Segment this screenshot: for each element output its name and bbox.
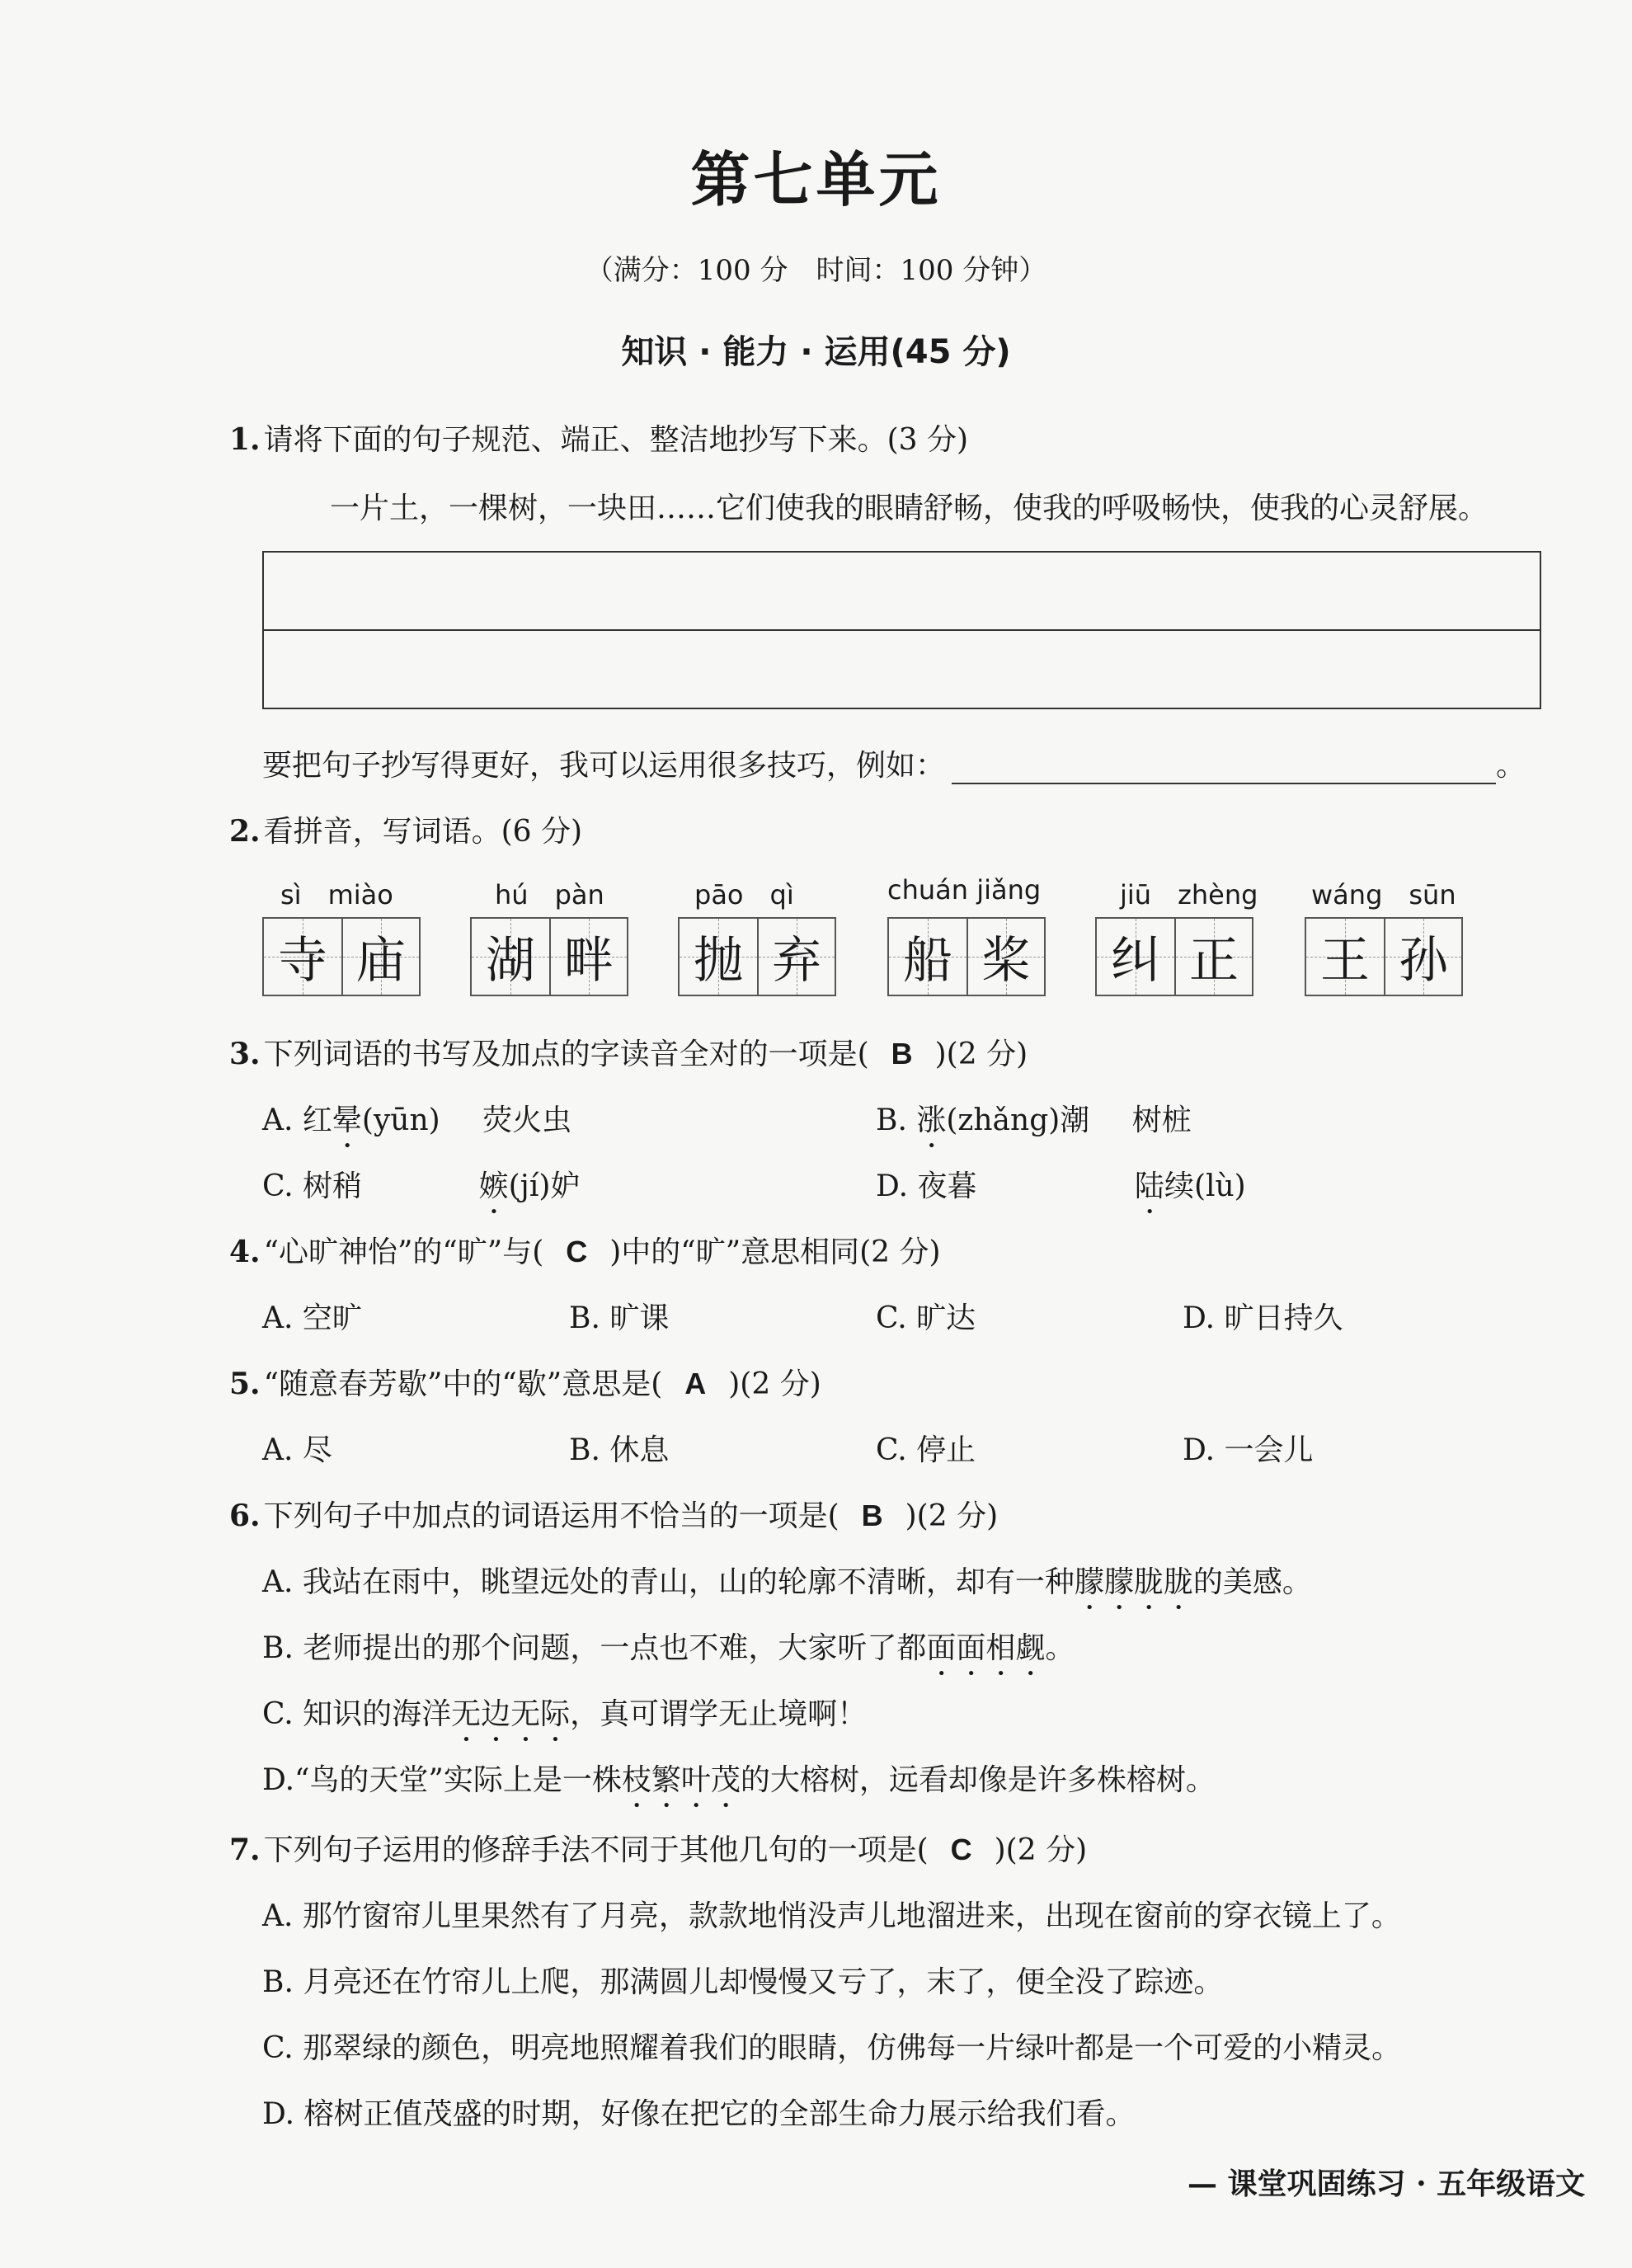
word-grid-1[interactable] <box>262 917 421 996</box>
option-pinyin: 续(lù) <box>1164 1169 1246 1203</box>
char: 孙 <box>1399 932 1448 990</box>
question-number: 7. <box>229 1833 261 1867</box>
char: 弃 <box>772 932 821 990</box>
option-d[interactable] <box>876 1163 1246 1221</box>
question-2 <box>229 808 582 850</box>
question-points: )(2 分) <box>934 1038 1028 1071</box>
char: 寺 <box>278 932 327 990</box>
question-4 <box>229 1229 941 1271</box>
char-cell <box>1174 919 1252 995</box>
option-word: 荧火虫 <box>482 1103 572 1137</box>
char: 正 <box>1189 932 1239 990</box>
answer-blank[interactable]: B <box>861 1499 883 1532</box>
option-d[interactable]: D. 一会儿 <box>1183 1433 1314 1467</box>
option-b[interactable] <box>262 1625 1075 1682</box>
option-text: B. 老师提出的那个问题，一点也不难，大家听了都 <box>262 1631 927 1665</box>
option-a[interactable] <box>262 1097 571 1155</box>
question-3 <box>229 1031 1028 1073</box>
char-cell <box>680 919 757 995</box>
option-text: C. 知识的海洋 <box>262 1697 452 1731</box>
option-label: A. 红 <box>262 1103 332 1137</box>
score-time-info: （满分：100 分 时间：100 分钟） <box>585 254 1047 287</box>
copy-sentence: 一片土，一棵树，一块田……它们使我的眼睛舒畅，使我的呼吸畅快，使我的心灵舒展。 <box>330 492 1489 525</box>
option-text: ，真可谓学无止境啊！ <box>570 1697 868 1731</box>
question-5 <box>229 1361 821 1403</box>
char: 王 <box>1320 932 1370 990</box>
question-number: 1. <box>229 422 261 457</box>
char: 湖 <box>486 932 535 990</box>
question-number: 6. <box>229 1499 261 1533</box>
question-points: )(2 分) <box>994 1833 1088 1867</box>
question-text: 下列句子运用的修辞手法不同于其他几句的一项是( <box>263 1833 929 1867</box>
option-text: 。 <box>1045 1631 1075 1665</box>
dotted-char: 晕 <box>332 1103 362 1137</box>
option-text: 的美感。 <box>1192 1565 1312 1599</box>
char: 抛 <box>694 932 743 990</box>
dotted-word: 无边无际 <box>451 1697 571 1731</box>
answer-blank[interactable]: C <box>950 1833 972 1866</box>
option-text: D.“鸟的天堂”实际上是一株 <box>262 1763 622 1797</box>
option-label: D. 夜暮 <box>876 1169 977 1203</box>
option-c[interactable] <box>262 1691 867 1748</box>
question-text: 请将下面的句子规范、端正、整洁地抄写下来。(3 分) <box>263 423 969 457</box>
char-cell <box>1306 919 1384 995</box>
option-c[interactable] <box>262 1163 580 1221</box>
question-text: 下列句子中加点的词语运用不恰当的一项是( <box>263 1499 840 1533</box>
question-6 <box>229 1493 998 1535</box>
option-a[interactable]: A. 那竹窗帘儿里果然有了月亮，款款地悄没声儿地溜进来，出现在窗前的穿衣镜上了。 <box>262 1899 1401 1933</box>
answer-blank[interactable]: A <box>684 1367 707 1400</box>
page-title: 第七单元 <box>690 144 942 214</box>
question-number: 5. <box>229 1367 261 1401</box>
word-grid-5[interactable] <box>1095 917 1253 996</box>
dotted-char: 涨 <box>916 1103 947 1137</box>
char-cell <box>889 919 967 995</box>
char: 纠 <box>1111 932 1160 990</box>
option-a[interactable]: A. 空旷 <box>262 1301 362 1335</box>
option-d[interactable] <box>262 1757 1216 1814</box>
option-d[interactable]: D. 旷日持久 <box>1183 1301 1343 1335</box>
option-label: C. 树稍 <box>262 1169 363 1203</box>
dotted-word: 枝繁叶茂 <box>621 1763 741 1797</box>
question-1 <box>229 416 968 459</box>
page-footer: — 课堂巩固练习 · 五年级语文 <box>1188 2167 1586 2201</box>
option-text: A. 我站在雨中，眺望远处的青山，山的轮廓不清晰，却有一种 <box>262 1565 1075 1599</box>
question-text: “心旷神怡”的“旷”与( <box>263 1235 544 1269</box>
question-text: 看拼音，写词语。(6 分) <box>263 815 583 849</box>
char-cell <box>472 919 549 995</box>
char-cell <box>1384 919 1461 995</box>
word-grid-2[interactable] <box>470 917 628 996</box>
char-cell <box>549 919 627 995</box>
answer-blank[interactable]: C <box>566 1235 588 1268</box>
option-pinyin: (yūn) <box>361 1103 440 1137</box>
question-7 <box>229 1827 1087 1869</box>
pinyin-4: chuán jiǎng <box>887 874 1042 906</box>
dotted-word: 朦朦胧胧 <box>1074 1565 1193 1599</box>
dotted-char: 陆 <box>1134 1169 1164 1203</box>
tip-line <box>262 742 1526 784</box>
char: 庙 <box>356 932 406 990</box>
question-text: 下列词语的书写及加点的字读音全对的一项是( <box>263 1038 869 1071</box>
question-text: “随意春芳歇”中的“歇”意思是( <box>263 1367 663 1401</box>
tip-answer-blank[interactable] <box>952 753 1496 784</box>
char: 畔 <box>564 932 614 990</box>
option-pinyin: (jí)妒 <box>508 1169 581 1203</box>
handwriting-box[interactable] <box>262 551 1541 709</box>
tip-end: 。 <box>1496 749 1526 783</box>
question-points: )(2 分) <box>728 1367 821 1401</box>
char: 桨 <box>981 932 1031 990</box>
option-a[interactable]: A. 尽 <box>262 1433 332 1467</box>
word-grid-6[interactable] <box>1305 917 1463 996</box>
tip-text: 要把句子抄写得更好，我可以运用很多技巧，例如： <box>262 749 946 783</box>
option-a[interactable] <box>262 1559 1312 1616</box>
char-cell <box>1097 919 1174 995</box>
option-d[interactable]: D. 榕树正值茂盛的时期，好像在把它的全部生命力展示给我们看。 <box>262 2097 1136 2131</box>
option-text: 的大榕树，远看却像是许多株榕树。 <box>740 1763 1216 1797</box>
option-b[interactable] <box>876 1097 1192 1155</box>
char-cell <box>341 919 419 995</box>
option-c[interactable]: C. 那翠绿的颜色，明亮地照耀着我们的眼睛，仿佛每一片绿叶都是一个可爱的小精灵。 <box>262 2031 1402 2065</box>
pinyin-2: hú pàn <box>495 879 604 910</box>
option-b[interactable]: B. 旷课 <box>569 1301 670 1335</box>
option-c[interactable]: C. 停止 <box>876 1433 976 1467</box>
option-b[interactable]: B. 休息 <box>569 1433 670 1467</box>
option-b[interactable]: B. 月亮还在竹帘儿上爬，那满圆儿却慢慢又亏了，末了，便全没了踪迹。 <box>262 1965 1224 1999</box>
section-heading: 知识 · 能力 · 运用(45 分) <box>621 333 1011 371</box>
option-c[interactable]: C. 旷达 <box>876 1301 976 1335</box>
question-points: )中的“旷”意思相同(2 分) <box>609 1235 941 1269</box>
answer-blank[interactable]: B <box>891 1037 913 1070</box>
question-points: )(2 分) <box>905 1499 999 1533</box>
option-label: B. <box>876 1103 917 1137</box>
char-cell <box>264 919 341 995</box>
option-word: 树桩 <box>1131 1103 1192 1137</box>
pinyin-6: wáng sūn <box>1311 879 1456 910</box>
question-number: 2. <box>229 814 261 849</box>
word-grid-4[interactable] <box>887 917 1046 996</box>
dotted-word: 面面相觑 <box>926 1631 1046 1665</box>
option-pinyin: (zhǎng)潮 <box>946 1103 1090 1137</box>
box-divider <box>264 629 1540 631</box>
pinyin-1: sì miào <box>280 879 393 910</box>
char-cell <box>757 919 835 995</box>
pinyin-5: jiū zhèng <box>1120 879 1258 910</box>
dotted-char: 嫉 <box>478 1169 509 1203</box>
char-cell <box>967 919 1044 995</box>
question-number: 4. <box>229 1235 261 1269</box>
word-grid-3[interactable] <box>678 917 836 996</box>
pinyin-3: pāo qì <box>694 879 794 910</box>
question-number: 3. <box>229 1037 261 1071</box>
char: 船 <box>903 932 952 990</box>
